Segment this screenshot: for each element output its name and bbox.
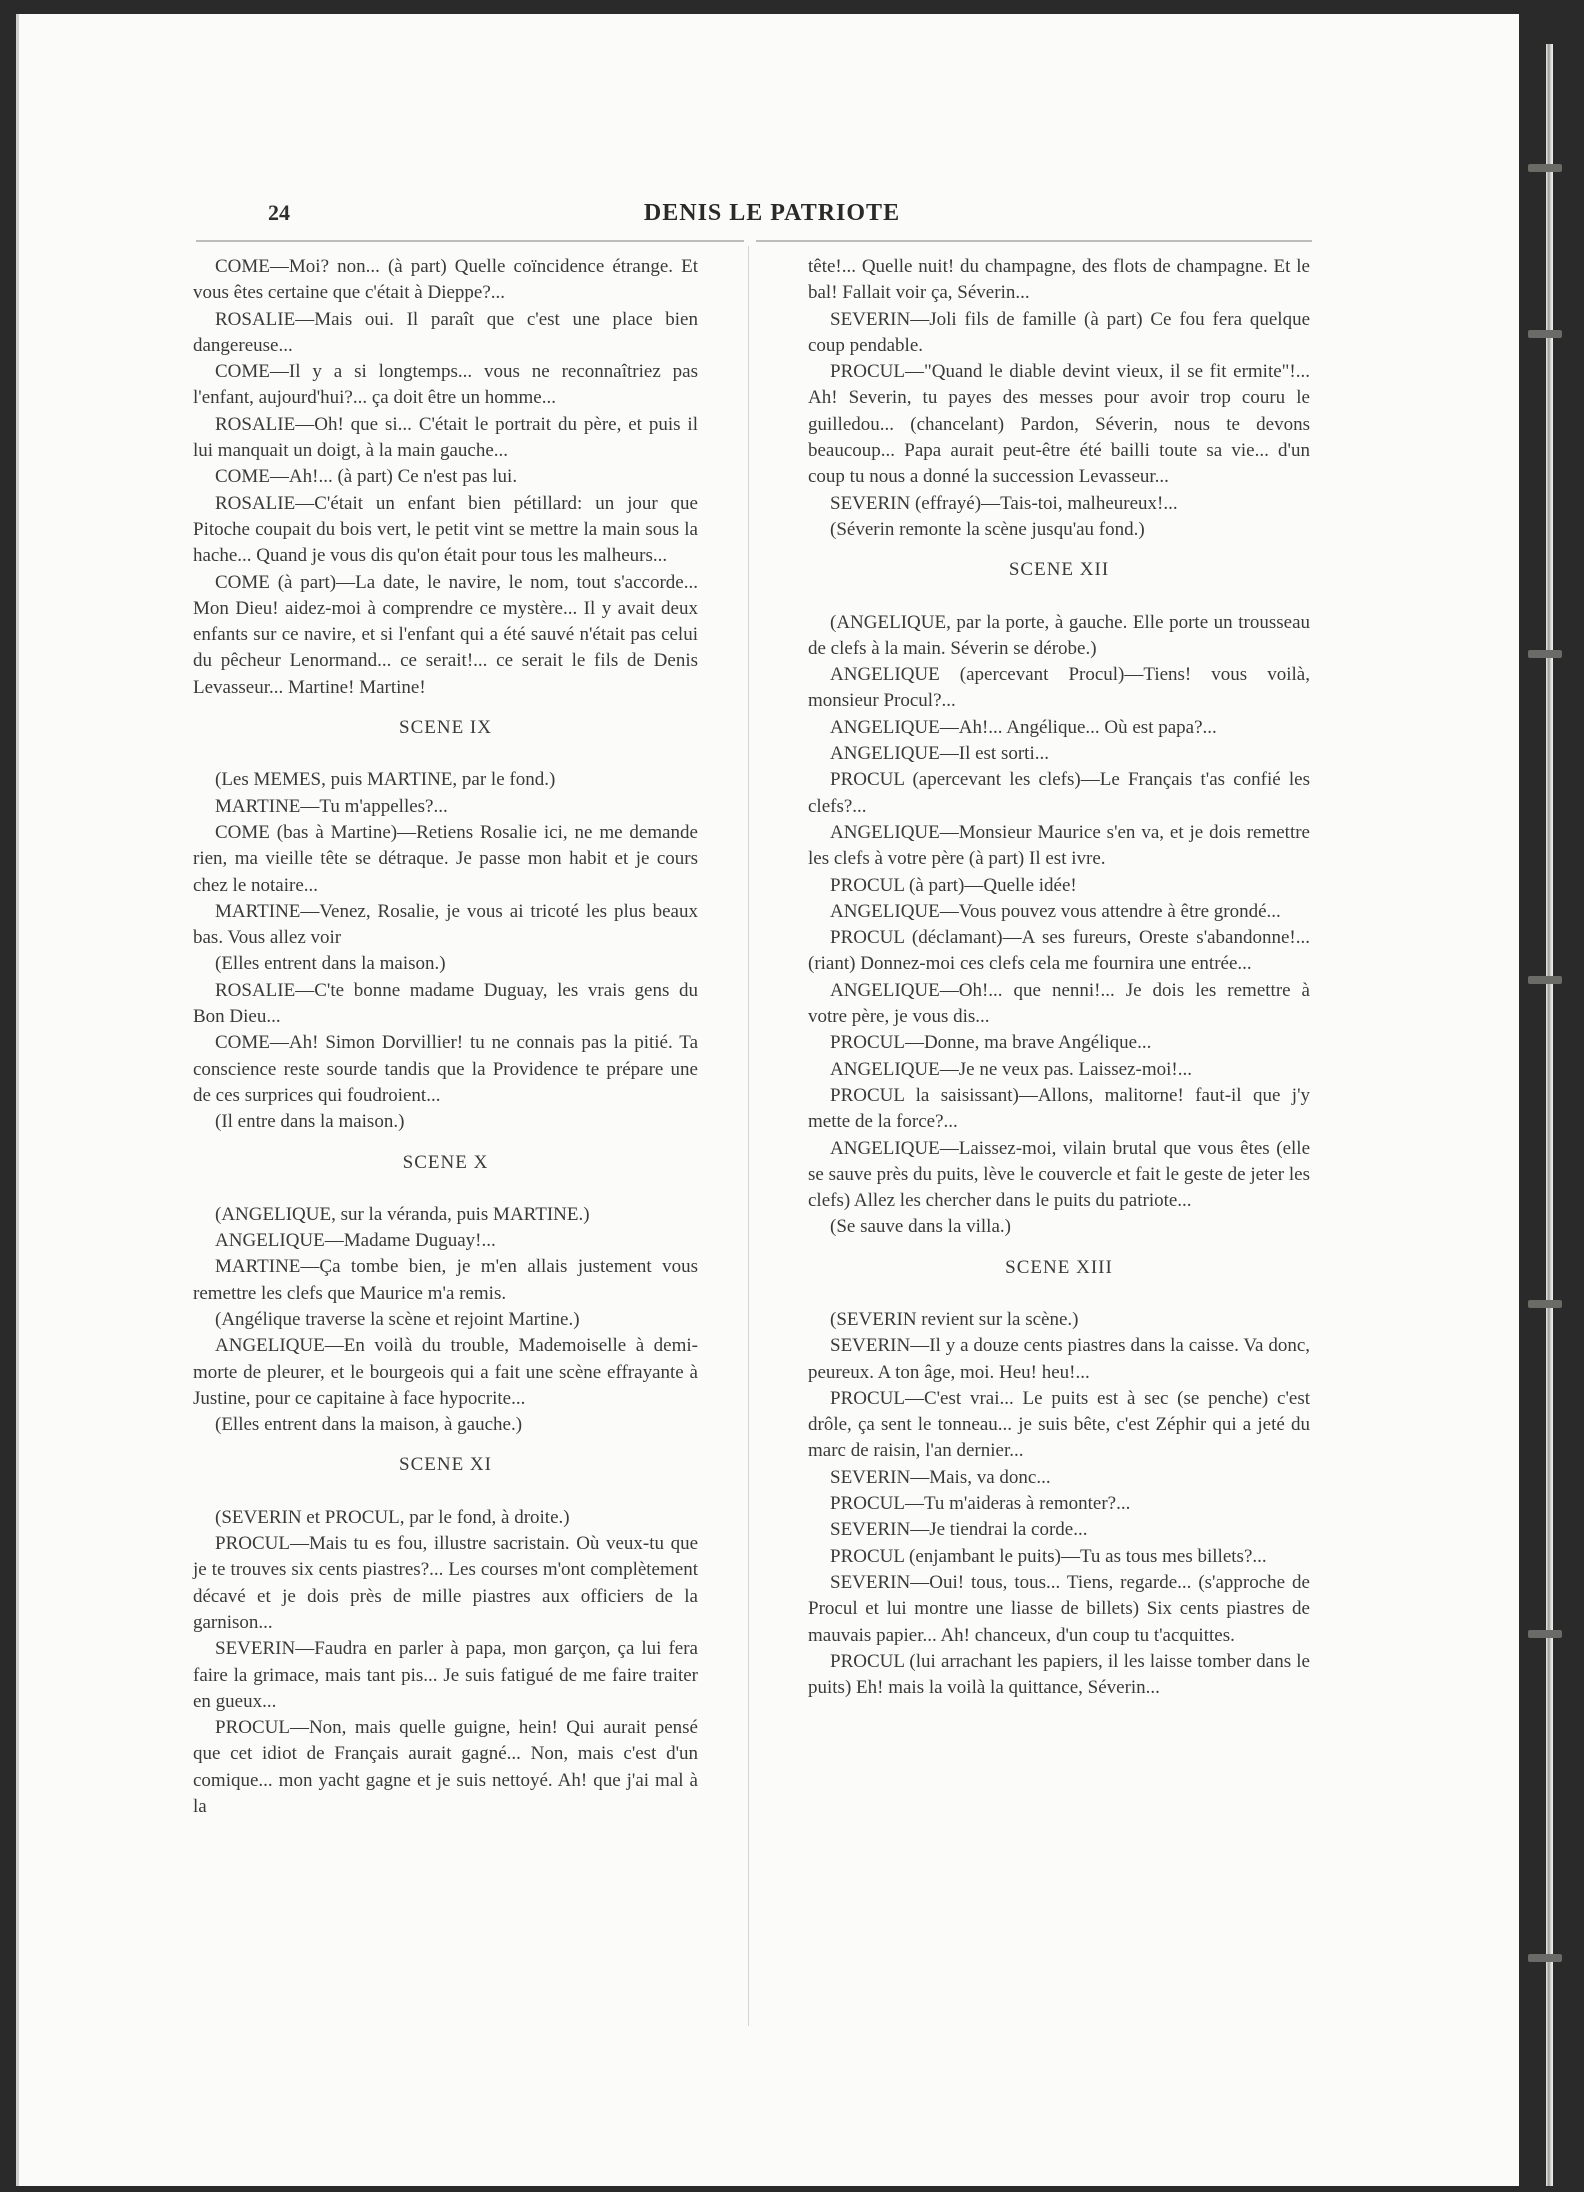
dialogue-line: ANGELIQUE—Madame Duguay!... [215,1230,496,1252]
dialogue-line: (SEVERIN et PROCUL, par le fond, à droite.) [215,1506,570,1528]
dialogue-line: ANGELIQUE—Il est sorti... [830,743,1049,765]
dialogue-line: ROSALIE—Oh! que si... C'était le portrait du père, et puis il lui manquait un doigt, à la main gauche... [193,413,698,462]
dialogue-line: ANGELIQUE—Vous pouvez vous attendre à être grondé... [830,900,1281,922]
dialogue-line: COME—Ah! Simon Dorvillier! tu ne connais pas la pitié. Ta conscience reste sourde tandis que la Providence te prépare une de ces surprices qui foudroient... [193,1032,698,1106]
dialogue-line: SEVERIN—Mais, va donc... [830,1466,1051,1488]
dialogue-line: SEVERIN—Joli fils de famille (à part) Ce fou fera quelque coup pendable. [808,308,1310,356]
left-column [193,254,698,1820]
dialogue-line: ANGELIQUE (apercevant Procul)—Tiens! vous voilà, monsieur Procul?... [808,664,1310,712]
dialogue-line: PROCUL (enjambant le puits)—Tu as tous mes billets?... [830,1545,1267,1567]
dialogue-line: PROCUL—Non, mais quelle guigne, hein! Qui aurait pensé que cet idiot de Français aurait gagné... Non, mais c'est d'un comique... mon yacht gagne et je suis nettoyé. Ah! que j'ai mal à la [193,1717,698,1818]
header-rule [196,240,744,242]
dialogue-line: SEVERIN (effrayé)—Tais-toi, malheureux!... [830,492,1178,514]
dialogue-line: ROSALIE—C'te bonne madame Duguay, les vrais gens du Bon Dieu... [193,979,698,1028]
dialogue-line: PROCUL—Mais tu es fou, illustre sacristain. Où veux-tu que je te trouves six cents piastres?... Les courses m'ont complètement décavé et je dois près de mille piastres aux officiers de la garnison... [193,1533,698,1633]
running-title: DENIS LE PATRIOTE [643,200,901,226]
dialogue-line: PROCUL—Tu m'aideras à remonter?... [830,1493,1131,1515]
dialogue-line: PROCUL—Donne, ma brave Angélique... [830,1032,1152,1054]
dialogue-line: PROCUL (apercevant les clefs)—Le Français t'as confié les clefs?... [808,769,1310,817]
dialogue-line: COME (bas à Martine)—Retiens Rosalie ici, ne me demande rien, ma vieille tête se détraque. Je passe mon habit et je cours chez le notaire... [193,821,698,896]
dialogue-line: SEVERIN—Faudra en parler à papa, mon garçon, ça lui fera faire la grimace, mais tant pis... Je suis fatigué de me faire traiter en gueux... [193,1638,698,1712]
binding-ring [1528,650,1562,658]
dialogue-line: ANGELIQUE—Je ne veux pas. Laissez-moi!... [830,1058,1192,1080]
dialogue-line: ANGELIQUE—Monsieur Maurice s'en va, et je dois remettre les clefs à votre père (à part) Il est ivre. [808,821,1310,870]
binding-ring [1528,1630,1562,1638]
column-divider [748,246,749,2026]
scene-heading: SCENE XI [399,1454,492,1476]
binding-ring [1528,976,1562,984]
dialogue-line: MARTINE—Tu m'appelles?... [215,795,448,817]
dialogue-line: COME—Il y a si longtemps... vous ne reconnaîtriez pas l'enfant, aujourd'hui?... ça doit être un homme... [193,361,698,409]
dialogue-line: (ANGELIQUE, sur la véranda, puis MARTINE.) [215,1203,590,1225]
dialogue-line: ANGELIQUE—Oh!... que nenni!... Je dois les remettre à votre père, je vous dis... [808,979,1310,1028]
dialogue-line: (Angélique traverse la scène et rejoint Martine.) [215,1308,580,1330]
dialogue-line: COME—Moi? non... (à part) Quelle coïncidence étrange. Et vous êtes certaine que c'était à Dieppe?... [193,256,698,304]
dialogue-line: (SEVERIN revient sur la scène.) [830,1308,1079,1330]
dialogue-line: PROCUL (lui arrachant les papiers, il les laisse tomber dans le puits) Eh! mais la voilà la quittance, Séverin... [808,1650,1310,1699]
dialogue-line: (Les MEMES, puis MARTINE, par le fond.) [215,769,556,791]
dialogue-line: SEVERIN—Il y a douze cents piastres dans la caisse. Va donc, peureux. A ton âge, moi. Heu! heu!... [808,1335,1310,1383]
dialogue-line: PROCUL—"Quand le diable devint vieux, il se fit ermite"!... Ah! Severin, tu payes des messes pour avoir trop couru le guilledou... (chancelant) Pardon, Séverin, nous te devons beaucoup... Papa aurait peut-être été bailli toute sa vie... d'un coup tu nous a donné la succession Levasseur... [808,361,1310,488]
dialogue-line: ANGELIQUE—Laissez-moi, vilain brutal que vous êtes (elle se sauve près du puits, lève le couvercle et fait le geste de jeter les clefs) Allez les chercher dans le puits du patriote... [808,1137,1310,1212]
page-number: 24 [268,200,290,225]
dialogue-line: PROCUL (déclamant)—A ses fureurs, Oreste s'abandonne!... (riant) Donnez-moi ces clefs cela me fournira une entrée... [808,927,1310,975]
right-column [808,254,1310,1701]
scene-heading: SCENE XIII [1005,1256,1113,1278]
binding-ring [1528,1954,1562,1962]
dialogue-line: (ANGELIQUE, par la porte, à gauche. Elle porte un trousseau de clefs à la main. Séverin se dérobe.) [808,611,1310,659]
dialogue-line: MARTINE—Venez, Rosalie, je vous ai tricoté les plus beaux bas. Vous allez voir [193,900,698,949]
binding-edge [1524,14,1564,2186]
dialogue-line: (Elles entrent dans la maison.) [215,953,446,975]
page-header [215,200,1329,240]
dialogue-line: (Il entre dans la maison.) [215,1111,405,1133]
binding-ring [1528,330,1562,338]
dialogue-line: (Elles entrent dans la maison, à gauche.) [215,1414,523,1436]
dialogue-line: SEVERIN—Oui! tous, tous... Tiens, regarde... (s'approche de Procul et lui montre une liasse de billets) Six cents piastres de mauvais papier... Ah! chanceux, d'un coup tu t'acquittes. [808,1571,1310,1646]
dialogue-line: tête!... Quelle nuit! du champagne, des flots de champagne. Et le bal! Fallait voir ça, Séverin... [808,256,1310,304]
dialogue-line: SEVERIN—Je tiendrai la corde... [830,1519,1088,1541]
dialogue-line: MARTINE—Ça tombe bien, je m'en allais justement vous remettre les clefs que Maurice m'a remis. [193,1256,698,1304]
dialogue-line: ROSALIE—C'était un enfant bien pétillard: un jour que Pitoche coupait du bois vert, le petit vint se mettre la main sous la hache... Quand je vous dis qu'on était pour tous les malheurs... [193,492,698,567]
dialogue-line: PROCUL (à part)—Quelle idée! [830,874,1077,896]
binding-spine [1546,44,1553,2186]
dialogue-line: (Se sauve dans la villa.) [830,1216,1011,1238]
dialogue-line: (Séverin remonte la scène jusqu'au fond.) [830,518,1145,540]
dialogue-line: ANGELIQUE—Ah!... Angélique... Où est papa?... [830,716,1217,738]
header-rule [756,240,1312,242]
dialogue-line: PROCUL—C'est vrai... Le puits est à sec (se penche) c'est drôle, ça sent le tonneau... je suis bête, c'est Zéphir qui a jeté du marc de raisin, l'an dernier... [808,1387,1310,1462]
binding-ring [1528,164,1562,172]
dialogue-line: COME—Ah!... (à part) Ce n'est pas lui. [215,466,518,488]
binding-ring [1528,1300,1562,1308]
scene-heading: SCENE X [402,1151,489,1173]
dialogue-line: ROSALIE—Mais oui. Il paraît que c'est une place bien dangereuse... [193,308,698,356]
dialogue-line: PROCUL la saisissant)—Allons, malitorne! faut-il que j'y mette de la force?... [808,1084,1310,1133]
dialogue-line: COME (à part)—La date, le navire, le nom, tout s'accorde... Mon Dieu! aidez-moi à comprendre ce mystère... Il y avait deux enfants sur ce navire, et si l'enfant qui a été sauvé n'était pas celui du pêcheur Lenormand... ce serait!... ce serait le fils de Denis Levasseur... Martine! Martine! [193,571,698,698]
dialogue-line: ANGELIQUE—En voilà du trouble, Mademoiselle à demi-morte de pleurer, et le bourgeois qui a fait une scène effrayante à Justine, pour ce capitaine à face hypocrite... [193,1335,698,1409]
scene-heading: SCENE IX [399,717,492,739]
scene-heading: SCENE XII [1008,559,1110,581]
